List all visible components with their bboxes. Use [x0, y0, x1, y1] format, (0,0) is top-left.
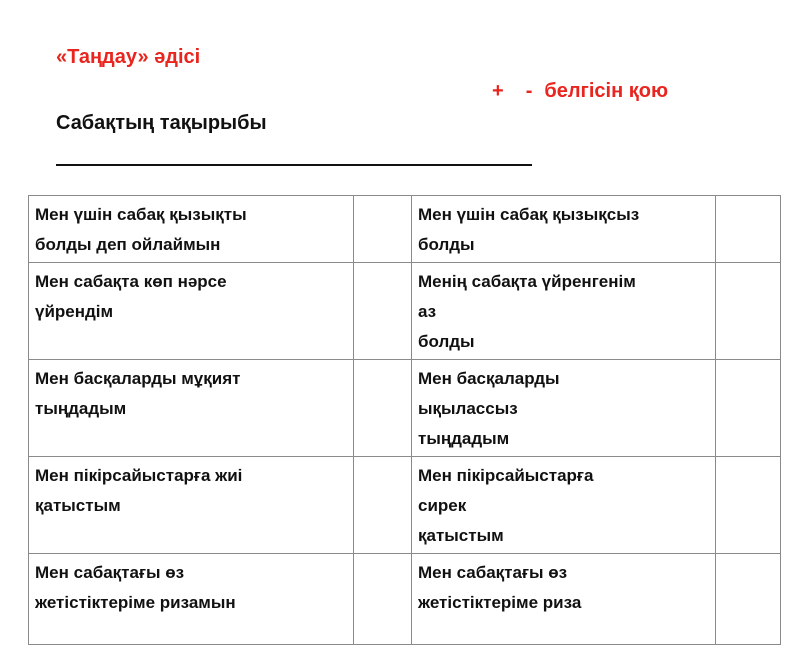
- mark-cell-positive[interactable]: [354, 196, 412, 263]
- statement-line: ықылассыз: [418, 399, 518, 418]
- statement-line: аз: [418, 302, 437, 321]
- statement-line: тыңдадым: [418, 429, 510, 448]
- statement-line: жетістіктеріме риза: [418, 593, 582, 612]
- statement-negative: [412, 196, 716, 263]
- mark-cell-positive[interactable]: [354, 263, 412, 360]
- statement-line: Мен сабақтағы өз: [35, 563, 185, 582]
- statement-positive: [29, 263, 354, 360]
- statement-line: қатыстым: [418, 526, 504, 545]
- statement-positive: [29, 360, 354, 457]
- statement-positive: [29, 196, 354, 263]
- reflection-table: [28, 195, 781, 645]
- mark-cell-negative[interactable]: [716, 360, 781, 457]
- statement-negative: [412, 360, 716, 457]
- statement-line: Мен пікірсайыстарға: [418, 466, 594, 485]
- table-row: [29, 196, 781, 263]
- statement-line: Мен үшін сабақ қызықты: [35, 205, 247, 224]
- method-title: «Таңдау» әдісі: [56, 46, 201, 68]
- statement-negative: [412, 457, 716, 554]
- table-row: [29, 554, 781, 645]
- statement-line: үйрендім: [35, 302, 114, 321]
- marks-instruction: [492, 80, 668, 103]
- statement-line: Мен сабақтағы өз: [418, 563, 568, 582]
- mark-cell-negative[interactable]: [716, 196, 781, 263]
- plus-sign: +: [492, 80, 504, 102]
- mark-cell-positive[interactable]: [354, 554, 412, 645]
- statement-line: Мен үшін сабақ қызықсыз: [418, 205, 640, 224]
- statement-line: жетістіктеріме ризамын: [35, 593, 236, 612]
- statement-positive: [29, 554, 354, 645]
- table-row: [29, 360, 781, 457]
- minus-sign: -: [525, 80, 533, 102]
- statement-line: болды: [418, 235, 475, 254]
- mark-cell-negative[interactable]: [716, 554, 781, 645]
- marks-instruction-text: белгісін қою: [544, 80, 669, 102]
- statement-line: тыңдадым: [35, 399, 127, 418]
- lesson-topic-label: Сабақтың тақырыбы: [56, 112, 267, 134]
- table-row: [29, 263, 781, 360]
- mark-cell-positive[interactable]: [354, 457, 412, 554]
- statement-line: Менің сабақта үйренгенім: [418, 272, 636, 291]
- statement-negative: [412, 554, 716, 645]
- lesson-topic-blank-line: [56, 164, 532, 166]
- statement-line: Мен басқаларды: [418, 369, 560, 388]
- statement-line: болды деп ойлаймын: [35, 235, 221, 254]
- statement-line: Мен пікірсайыстарға жиі: [35, 466, 243, 485]
- mark-cell-negative[interactable]: [716, 263, 781, 360]
- statement-line: болды: [418, 332, 475, 351]
- statement-negative: [412, 263, 716, 360]
- mark-cell-positive[interactable]: [354, 360, 412, 457]
- statement-line: сирек: [418, 496, 467, 515]
- mark-cell-negative[interactable]: [716, 457, 781, 554]
- statement-positive: [29, 457, 354, 554]
- statement-line: қатыстым: [35, 496, 121, 515]
- statement-line: Мен басқаларды мұқият: [35, 369, 241, 388]
- table-row: [29, 457, 781, 554]
- statement-line: Мен сабақта көп нәрсе: [35, 272, 227, 291]
